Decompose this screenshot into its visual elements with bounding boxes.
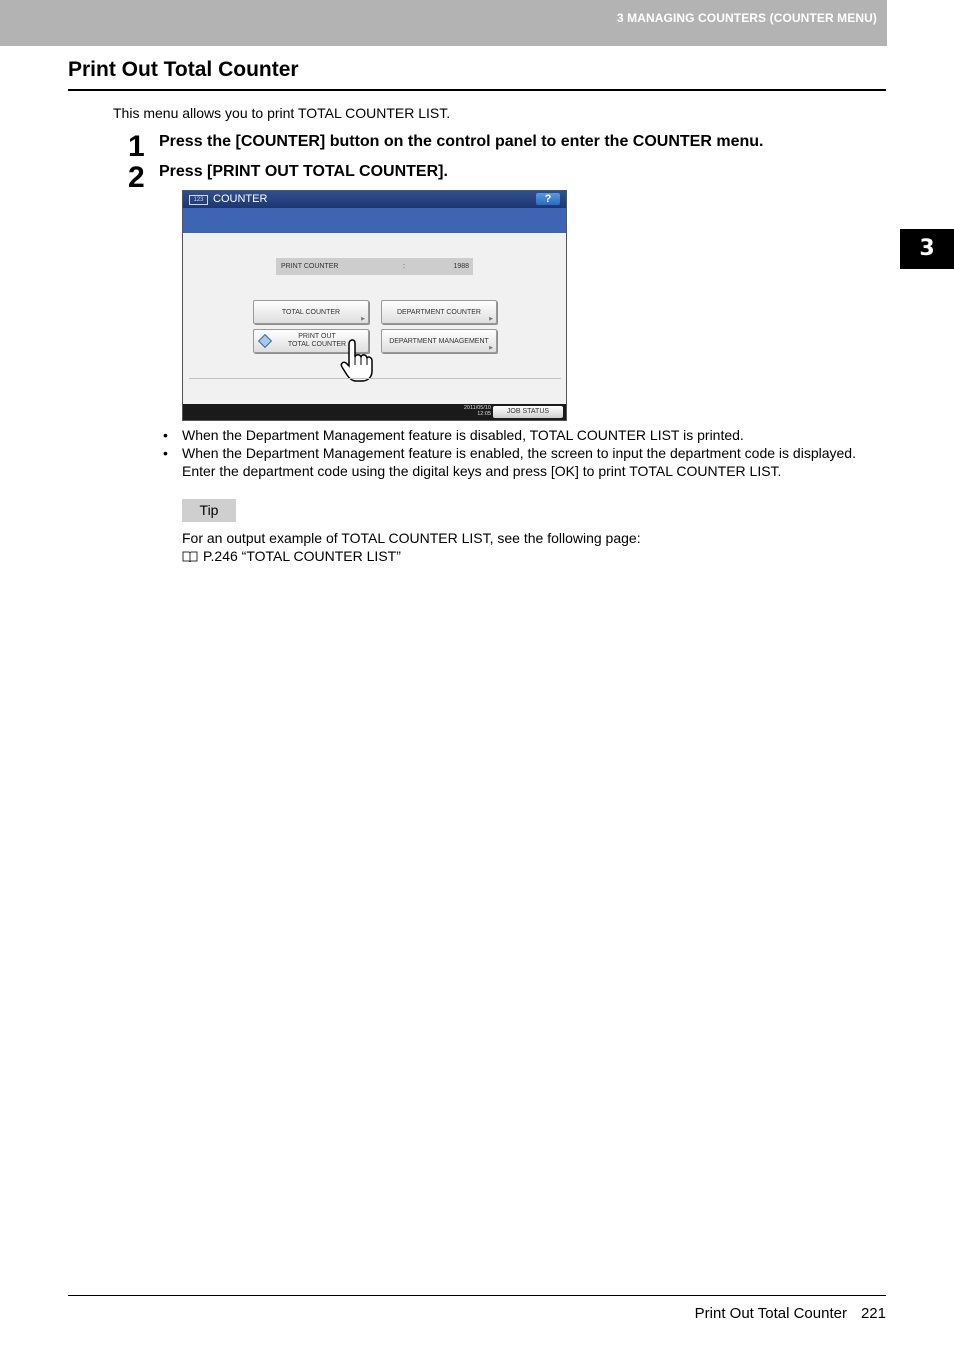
list-item: • When the Department Management feature is enabled, the screen to input the department code is displayed. Enter the department code using the digital keys and press [OK] to print TOTAL COUNTER LIST. <box>163 444 883 480</box>
panel-status-bar <box>183 404 566 420</box>
department-management-button[interactable] <box>381 329 497 353</box>
chapter-header-title: 3 MANAGING COUNTERS (COUNTER MENU) <box>616 11 877 25</box>
chapter-tab: 3 <box>900 229 954 269</box>
job-status-button[interactable] <box>493 406 563 418</box>
page-reference[interactable] <box>182 547 641 565</box>
print-out-line-2: TOTAL COUNTER <box>287 341 347 348</box>
job-status-label: JOB STATUS <box>506 408 550 415</box>
panel-title: COUNTER <box>213 193 268 205</box>
notes-list <box>163 426 883 480</box>
print-counter-readout <box>276 258 473 275</box>
page-reference-text: P.246 “TOTAL COUNTER LIST” <box>203 548 401 564</box>
intro-text: This menu allows you to print TOTAL COUNTER LIST. <box>113 105 451 121</box>
chapter-header-bar <box>0 0 887 46</box>
panel-divider <box>189 378 561 379</box>
step-text-1: Press the [COUNTER] button on the control panel to enter the COUNTER menu. <box>159 133 764 150</box>
step-text-2: Press [PRINT OUT TOTAL COUNTER]. <box>159 163 448 180</box>
list-item: • When the Department Management feature is disabled, TOTAL COUNTER LIST is printed. <box>163 426 883 444</box>
footer-divider <box>68 1295 886 1296</box>
print-counter-label: PRINT COUNTER <box>281 263 339 270</box>
print-counter-colon: : <box>403 263 405 270</box>
panel-title-bar <box>183 191 566 208</box>
step-number-2: 2 <box>128 161 145 194</box>
print-out-line-1: PRINT OUT <box>298 333 336 340</box>
print-counter-value: 1988 <box>453 263 469 270</box>
tip-label: Tip <box>182 499 236 522</box>
footer <box>695 1305 886 1322</box>
panel-date: 2011/05/10 <box>463 405 491 411</box>
panel-time: 12:05 <box>477 411 491 417</box>
department-counter-button[interactable] <box>381 300 497 324</box>
step-number-1: 1 <box>128 130 145 163</box>
total-counter-button[interactable] <box>253 300 369 324</box>
panel-blue-band <box>183 208 566 233</box>
page-number: 221 <box>860 1305 886 1322</box>
help-button[interactable]: ? <box>536 193 560 205</box>
footer-title: Print Out Total Counter <box>694 1305 847 1322</box>
triangle-right-icon: ▶ <box>361 316 365 322</box>
pointing-hand-icon <box>340 339 374 383</box>
department-management-label: DEPARTMENT MANAGEMENT <box>389 338 489 345</box>
triangle-right-icon: ▶ <box>489 316 493 322</box>
panel-badge: 123 <box>189 195 208 205</box>
counter-panel-screenshot <box>182 190 567 421</box>
tip-text: For an output example of TOTAL COUNTER LIST, see the following page: <box>182 530 641 546</box>
department-counter-label: DEPARTMENT COUNTER <box>396 309 481 316</box>
triangle-right-icon: ▶ <box>489 345 493 351</box>
tip-content <box>182 529 641 565</box>
section-title: Print Out Total Counter <box>68 58 299 81</box>
book-icon <box>182 550 198 562</box>
title-divider <box>68 89 886 91</box>
panel-datetime <box>456 405 491 417</box>
total-counter-label: TOTAL COUNTER <box>281 309 341 316</box>
